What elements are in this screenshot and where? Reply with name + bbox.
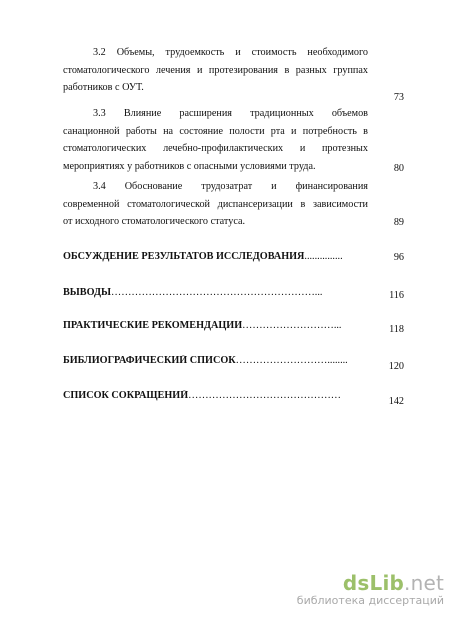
toc-page-number: 142	[388, 396, 404, 407]
toc-entry-abbreviations[interactable]	[63, 390, 363, 401]
toc-entry-bibliography[interactable]	[63, 355, 363, 366]
toc-line: мероприятиях у работников с опасными условиями труда.	[63, 160, 316, 172]
toc-title: ОБСУЖДЕНИЕ РЕЗУЛЬТАТОВ ИССЛЕДОВАНИЯ	[63, 251, 305, 262]
toc-title: СПИСОК СОКРАЩЕНИЙ	[63, 390, 189, 401]
toc-line: санационной работы на состояние полости рта и потребность в	[63, 125, 368, 137]
dslib-watermark	[258, 572, 444, 608]
toc-line: 3.3 Влияние расширения традиционных объемов	[93, 108, 368, 119]
toc-line: от исходного стоматологического статуса.	[63, 216, 246, 228]
toc-leader-dots: ………………………………………	[188, 390, 341, 401]
toc-page-number: 73	[393, 92, 404, 103]
toc-title: ПРАКТИЧЕСКИЕ РЕКОМЕНДАЦИИ	[63, 320, 243, 331]
toc-line: 3.2 Объемы, трудоемкость и стоимость необходимого	[93, 47, 368, 58]
toc-line: стоматологического лечения и протезирования в разных группах	[63, 64, 368, 76]
toc-line: стоматологических лечебно-профилактических и протезных	[63, 143, 368, 155]
toc-entry-3-3[interactable]	[63, 105, 368, 175]
dslib-logo: dsLib.net	[342, 571, 444, 595]
toc-line: современной стоматологической диспансеризации в зависимости	[63, 198, 368, 210]
toc-entry-3-2[interactable]	[63, 44, 368, 97]
toc-page-number: 96	[393, 252, 404, 263]
toc-page-number: 89	[393, 217, 404, 228]
toc-entry-conclusions[interactable]	[63, 287, 363, 298]
toc-title: ВЫВОДЫ	[63, 287, 112, 298]
toc-page-number: 118	[389, 324, 404, 335]
toc-leader-dots: ………………………........	[235, 355, 348, 366]
toc-page-number: 80	[393, 163, 404, 174]
toc-page-number: 116	[389, 290, 404, 301]
toc-page-number: 120	[388, 361, 404, 372]
toc-leader-dots: ………………………...	[242, 320, 342, 331]
toc-leader-dots: ……………………………………………………...	[111, 287, 323, 298]
toc-leader-dots: ...............	[304, 251, 343, 262]
toc-entry-recommendations[interactable]	[63, 320, 363, 331]
toc-line: 3.4 Обоснование трудозатрат и финансирования	[93, 181, 368, 192]
toc-entry-3-4[interactable]	[63, 178, 368, 231]
toc-line: работников с ОУТ.	[63, 82, 144, 94]
toc-title: БИБЛИОГРАФИЧЕСКИЙ СПИСОК	[63, 355, 236, 366]
dslib-tagline: библиотека диссертаций	[296, 594, 444, 607]
toc-entry-discussion[interactable]	[63, 251, 363, 262]
